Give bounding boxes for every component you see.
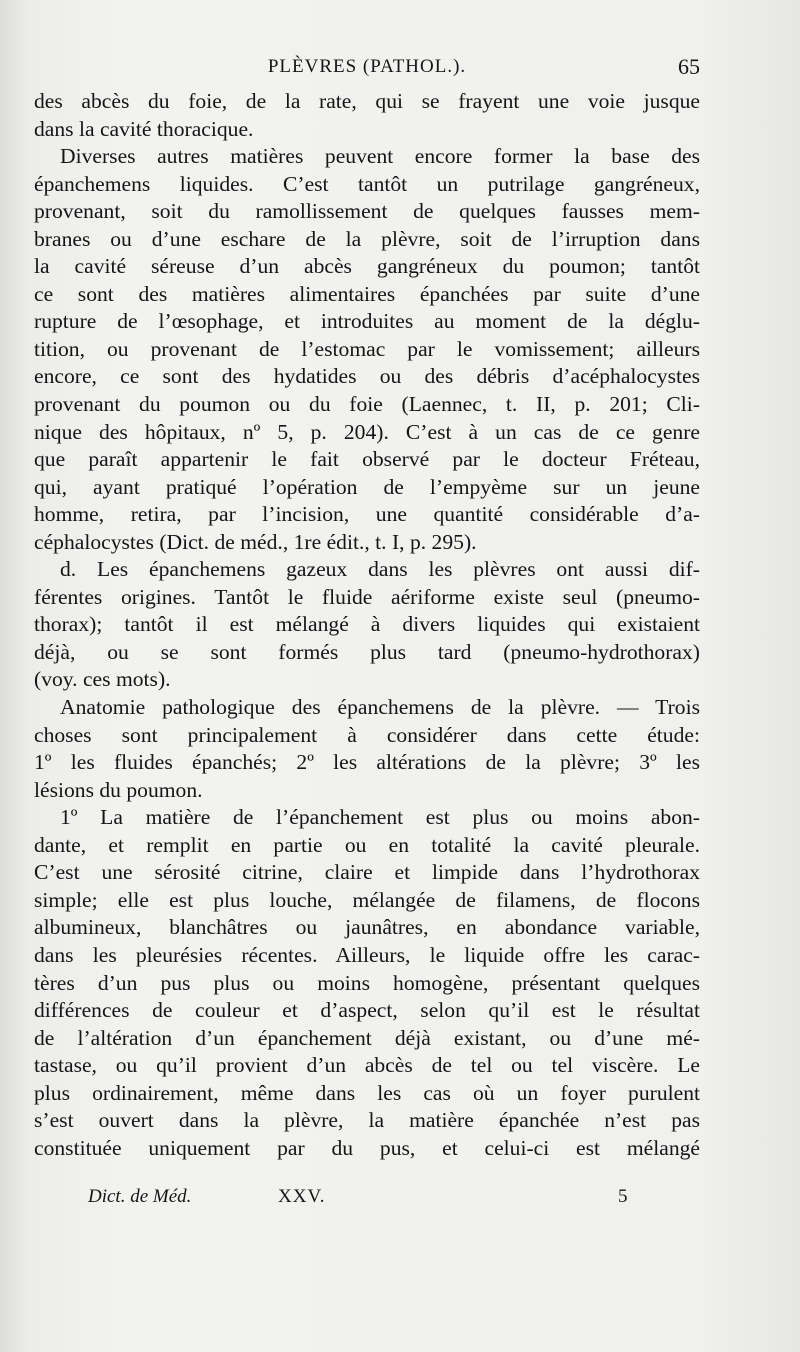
text-line: Anatomie pathologique des épanchemens de la plèvre. — Trois <box>60 695 700 720</box>
page-number: 65 <box>678 54 700 79</box>
text-line: d. Les épanchemens gazeux dans les plèvres ont aussi dif- <box>60 557 700 582</box>
text-line: 1º les fluides épanchés; 2º les altérations de la plèvre; 3º les <box>34 750 700 775</box>
text-line: tères d’un pus plus ou moins homogène, présentant quelques <box>34 970 700 995</box>
text-line: de l’altération d’un épanchement déjà existant, ou d’une mé- <box>34 1025 700 1050</box>
text-line: lésions du poumon. <box>34 777 203 802</box>
text-line: épanchemens liquides. C’est tantôt un putrilage gangréneux, <box>34 171 700 196</box>
text-line: dans la cavité thoracique. <box>34 116 254 141</box>
text-line: rupture de l’œsophage, et introduites au moment de la déglu- <box>34 309 700 334</box>
text-line: 1º La matière de l’épanchement est plus ou moins abon- <box>60 805 700 830</box>
text-line: qui, ayant pratiqué l’opération de l’empyème sur un jeune <box>34 474 700 499</box>
page-footer <box>88 1186 648 1216</box>
text-line: déjà, ou se sont formés plus tard (pneumo-hydrothorax) <box>34 639 700 664</box>
text-line: (voy. ces mots). <box>34 667 171 692</box>
text-line: C’est une sérosité citrine, claire et limpide dans l’hydrothorax <box>34 860 700 885</box>
text-line: constituée uniquement par du pus, et celui-ci est mélangé <box>34 1135 700 1160</box>
text-line: dante, et remplit en partie ou en totalité la cavité pleurale. <box>34 832 700 857</box>
text-line: dans les pleurésies récentes. Ailleurs, le liquide offre les carac- <box>34 942 700 967</box>
text-line: la cavité séreuse d’un abcès gangréneux du poumon; tantôt <box>34 254 700 279</box>
text-line: plus ordinairement, même dans les cas où un foyer purulent <box>34 1080 700 1105</box>
text-line: tastase, ou qu’il provient d’un abcès de tel ou tel viscère. Le <box>34 1053 700 1078</box>
text-line: homme, retira, par l’incision, une quantité considérable d’a- <box>34 502 700 527</box>
text-line: ce sont des matières alimentaires épanchées par suite d’une <box>34 281 700 306</box>
running-head: PLÈVRES (PATHOL.). <box>267 56 467 77</box>
signature-volume: XXV. <box>278 1186 326 1207</box>
text-line: branes ou d’une eschare de la plèvre, soit de l’irruption dans <box>34 226 700 251</box>
text-line: provenant du poumon ou du foie (Laennec, t. II, p. 201; Cli- <box>34 392 700 417</box>
text-line: nique des hôpitaux, nº 5, p. 204). C’est à un cas de ce genre <box>34 419 700 444</box>
page-header <box>34 50 700 84</box>
text-line: thorax); tantôt il est mélangé à divers liquides qui existaient <box>34 612 700 637</box>
text-line: férentes origines. Tantôt le fluide aériforme existe seul (pneumo- <box>34 584 700 609</box>
text-line: que paraît appartenir le fait observé par le docteur Fréteau, <box>34 447 700 472</box>
text-line: tition, ou provenant de l’estomac par le vomissement; ailleurs <box>34 336 700 361</box>
text-line: céphalocystes (Dict. de méd., 1re édit., t. I, p. 295). <box>34 529 477 554</box>
text-line: des abcès du foie, de la rate, qui se frayent une voie jusque <box>34 89 700 113</box>
text-line: s’est ouvert dans la plèvre, la matière épanchée n’est pas <box>34 1108 700 1133</box>
text-line: différences de couleur et d’aspect, selon qu’il est le résultat <box>34 998 700 1023</box>
text-line: Diverses autres matières peuvent encore former la base des <box>60 144 700 169</box>
text-line: choses sont principalement à considérer dans cette étude: <box>34 722 700 747</box>
body-text <box>34 88 700 1162</box>
signature-title: Dict. de Méd. <box>88 1186 192 1207</box>
text-line: provenant, soit du ramollissement de quelques fausses mem- <box>34 199 700 224</box>
signature-number: 5 <box>618 1186 628 1207</box>
text-line: encore, ce sont des hydatides ou des débris d’acéphalocystes <box>34 364 700 389</box>
text-line: simple; elle est plus louche, mélangée de filamens, de flocons <box>34 887 700 912</box>
text-line: albumineux, blanchâtres ou jaunâtres, en abondance variable, <box>34 915 700 940</box>
